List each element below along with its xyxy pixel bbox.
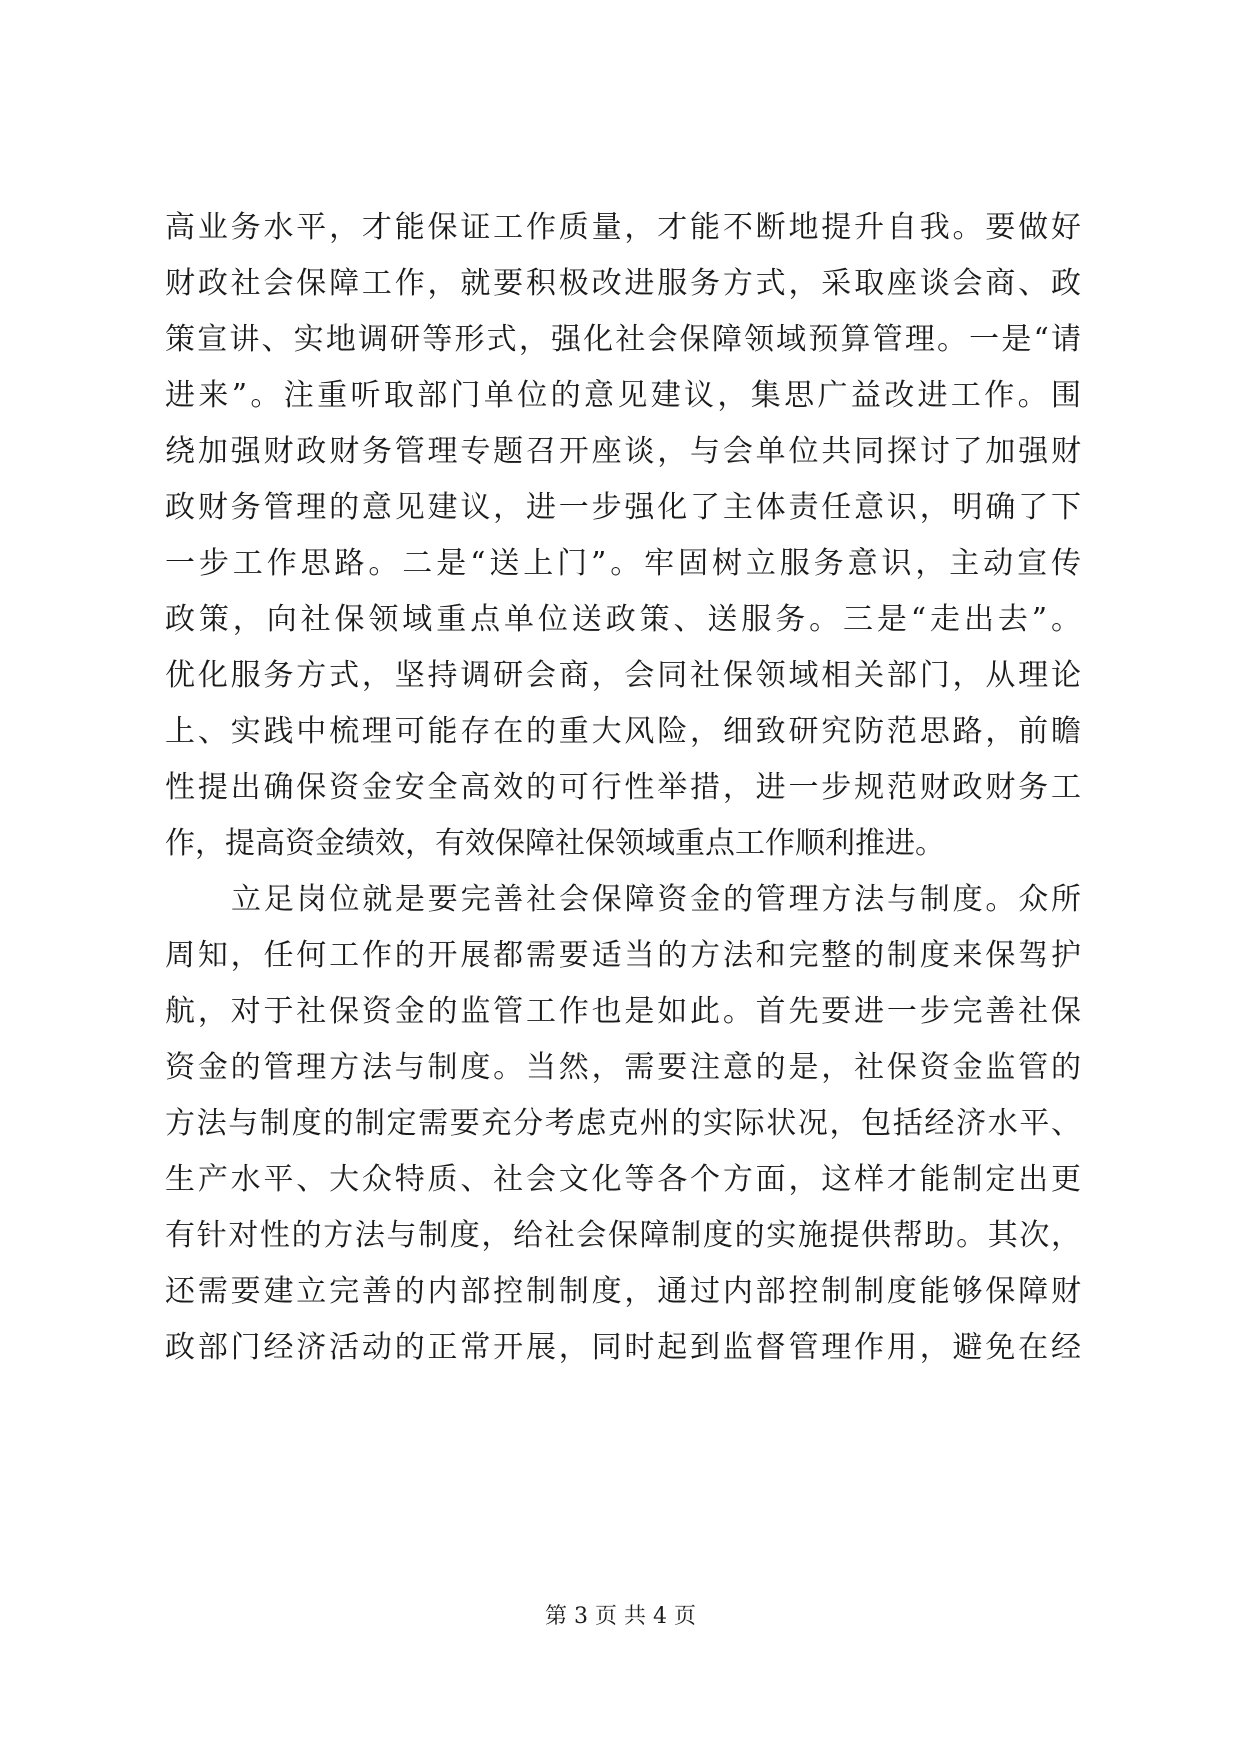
text-line: 高业务水平，才能保证工作质量，才能不断地提升自我。要做好	[165, 210, 1081, 245]
text-line: 财政社会保障工作，就要积极改进服务方式，采取座谈会商、政	[165, 266, 1081, 301]
text-line: 绕加强财政财务管理专题召开座谈，与会单位共同探讨了加强财	[165, 434, 1081, 469]
text-line: 进来”。注重听取部门单位的意见建议，集思广益改进工作。围	[165, 378, 1081, 413]
text-line: 有针对性的方法与制度，给社会保障制度的实施提供帮助。其次，	[165, 1218, 1081, 1253]
body-text	[165, 200, 1081, 1376]
text-line: 优化服务方式，坚持调研会商，会同社保领域相关部门，从理论	[165, 658, 1081, 693]
text-line: 策宣讲、实地调研等形式，强化社会保障领域预算管理。一是“请	[165, 322, 1081, 357]
text-line: 政财务管理的意见建议，进一步强化了主体责任意识，明确了下	[165, 490, 1081, 525]
text-line: 政部门经济活动的正常开展，同时起到监督管理作用，避免在经	[165, 1330, 1081, 1365]
text-line: 还需要建立完善的内部控制制度，通过内部控制制度能够保障财	[165, 1274, 1081, 1309]
paragraph-end-line: 作，提高资金绩效，有效保障社保领域重点工作顺利推进。	[165, 826, 945, 861]
text-line: 政策，向社保领域重点单位送政策、送服务。三是“走出去”。	[165, 602, 1081, 637]
page-footer	[0, 1602, 1241, 1632]
text-line: 性提出确保资金安全高效的可行性举措，进一步规范财政财务工	[165, 770, 1081, 805]
paragraph-start-line: 立足岗位就是要完善社会保障资金的管理方法与制度。众所	[231, 882, 1081, 917]
text-line: 上、实践中梳理可能存在的重大风险，细致研究防范思路，前瞻	[165, 714, 1081, 749]
text-line: 生产水平、大众特质、社会文化等各个方面，这样才能制定出更	[165, 1162, 1081, 1197]
text-line: 一步工作思路。二是“送上门”。牢固树立服务意识，主动宣传	[165, 546, 1081, 581]
text-line: 方法与制度的制定需要充分考虑克州的实际状况，包括经济水平、	[165, 1106, 1081, 1141]
page-number-label: 第 3 页 共 4 页	[545, 1604, 696, 1629]
text-line: 航，对于社保资金的监管工作也是如此。首先要进一步完善社保	[165, 994, 1081, 1029]
text-line: 资金的管理方法与制度。当然，需要注意的是，社保资金监管的	[165, 1050, 1081, 1085]
text-line: 周知，任何工作的开展都需要适当的方法和完整的制度来保驾护	[165, 938, 1081, 973]
